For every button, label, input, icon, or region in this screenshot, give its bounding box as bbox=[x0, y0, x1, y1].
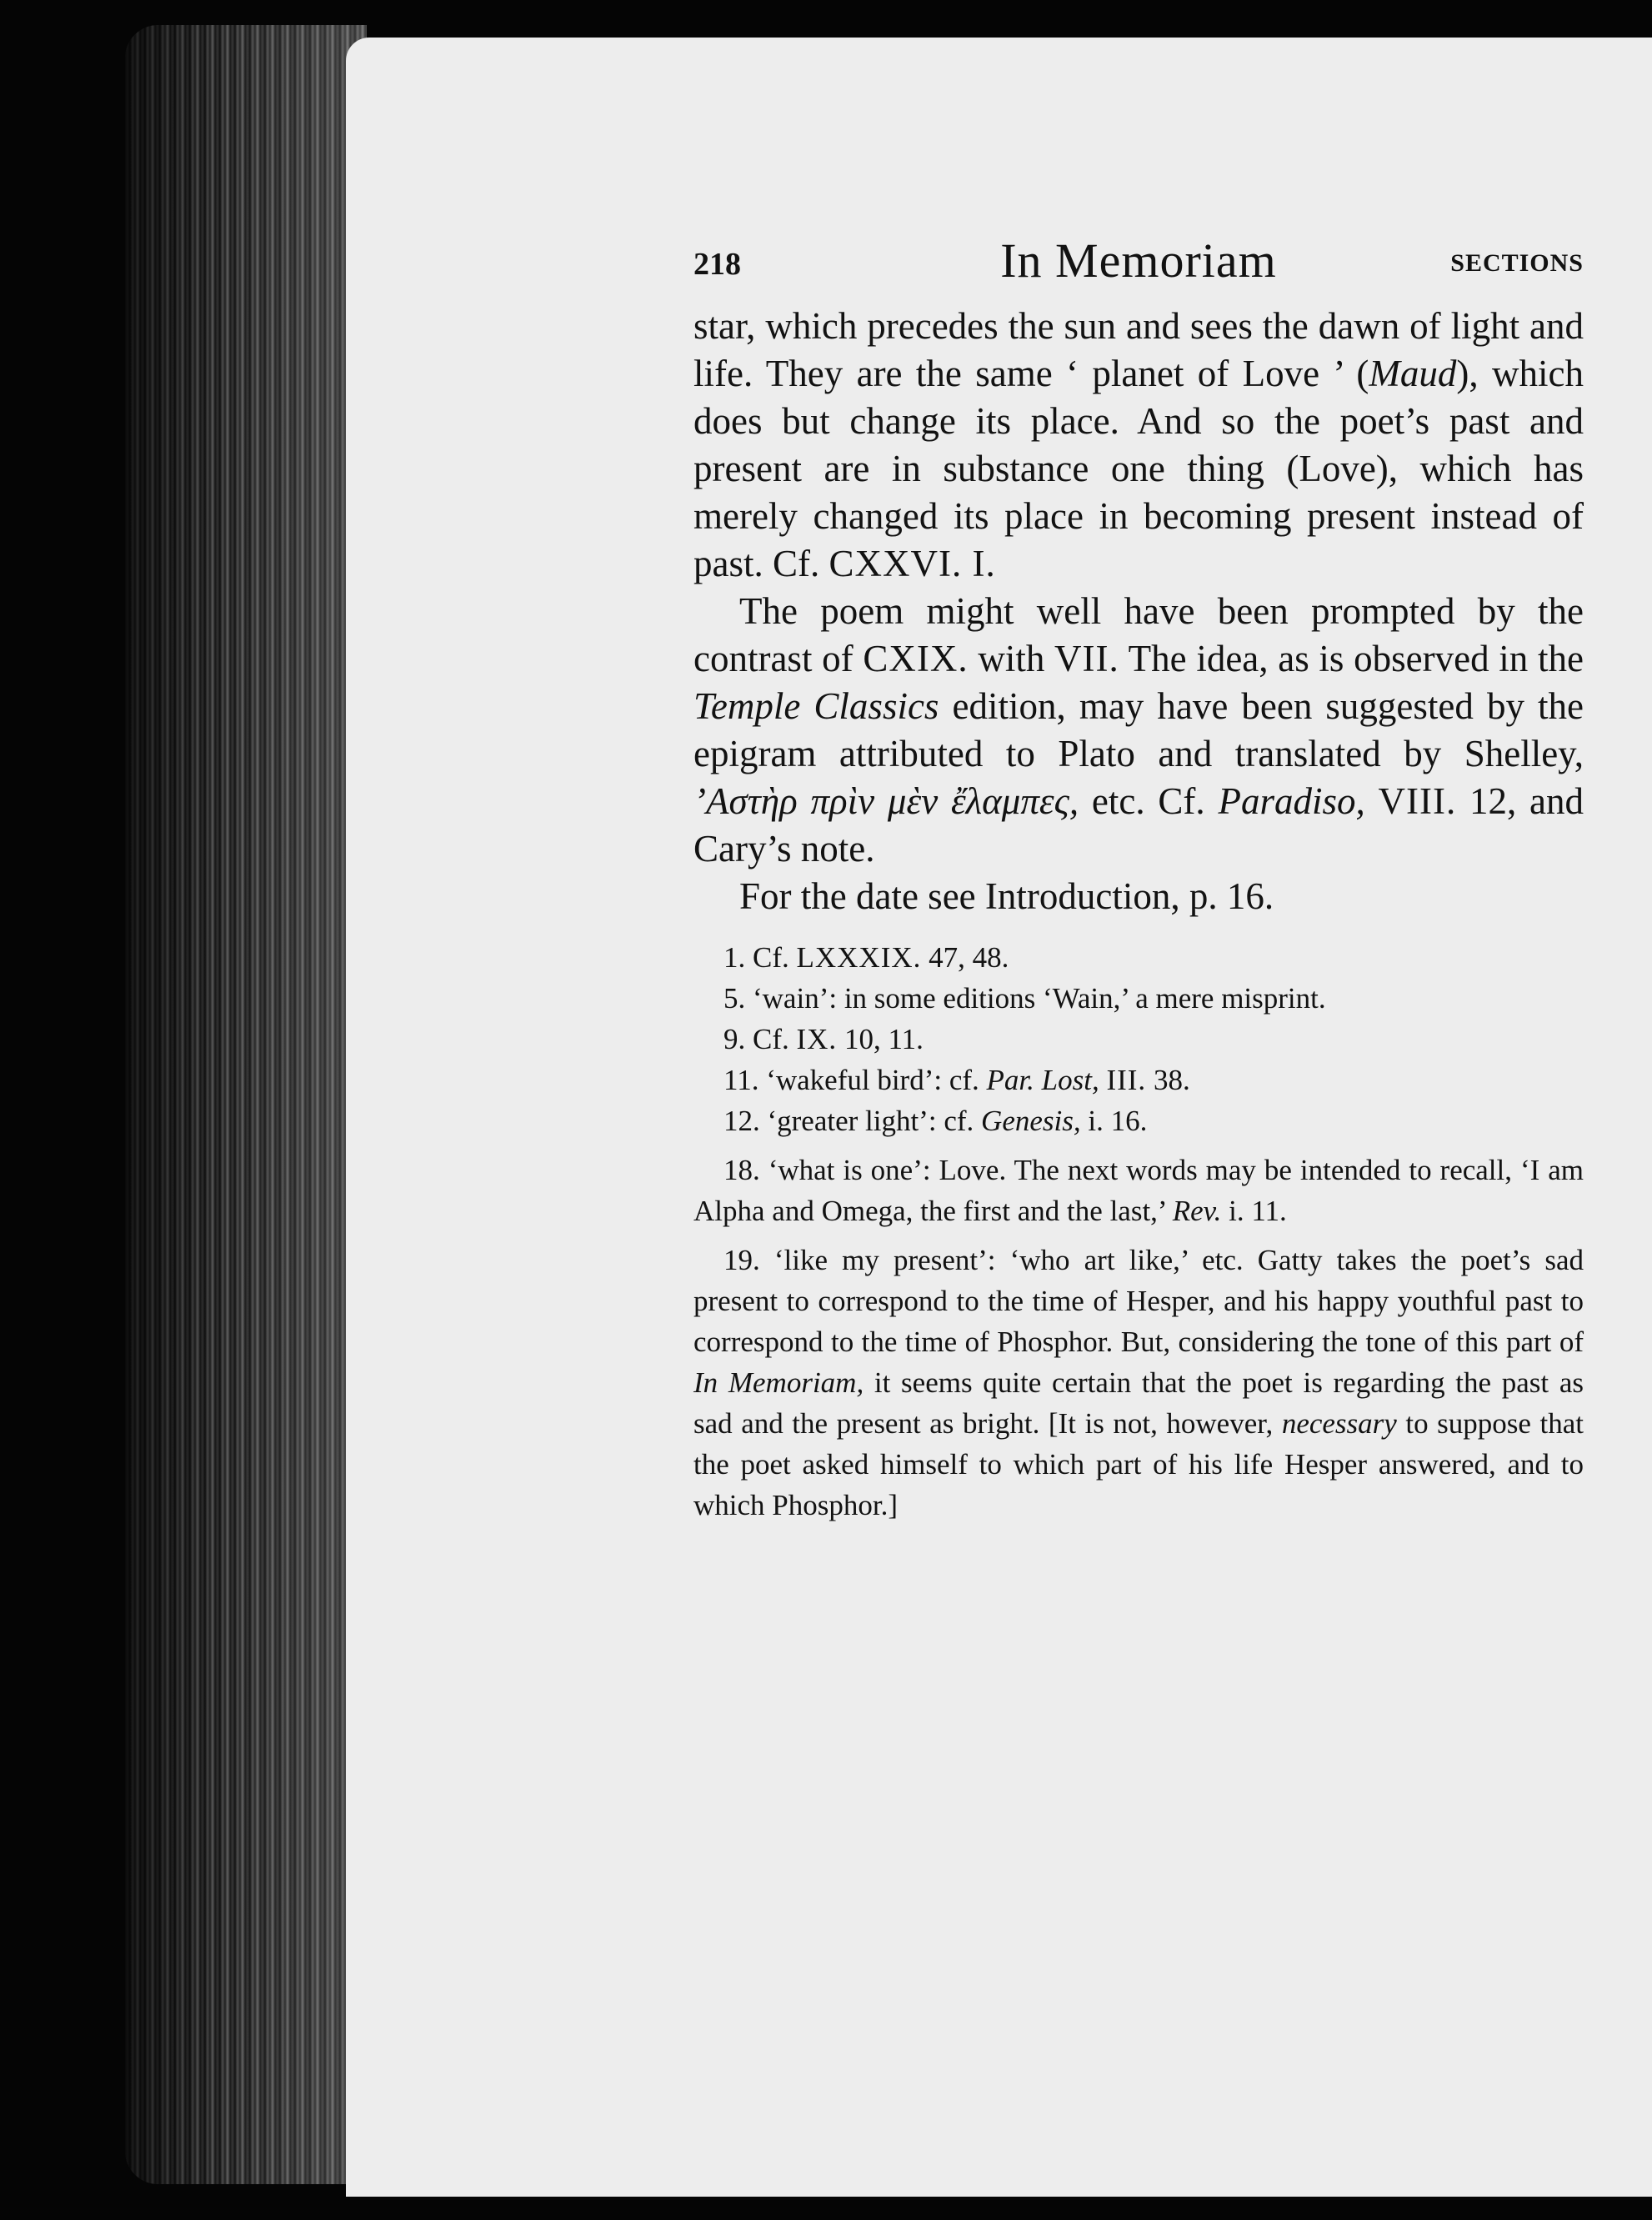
page-content bbox=[693, 233, 1584, 1526]
text-run: 9. Cf. bbox=[723, 1023, 797, 1055]
text-run: it seems quite certain that the poet is regarding the past as sad and the present as bright. [It is not, however, bbox=[693, 1366, 1584, 1440]
text-run: The idea, as is observed in the bbox=[1119, 638, 1584, 679]
book-page-edges bbox=[125, 25, 367, 2184]
section-ref: VII. bbox=[1054, 638, 1119, 679]
text-run: etc. Cf. bbox=[1079, 780, 1219, 822]
text-run: 18. ‘what is one’: Love. The next words may be intended to recall, ‘I am Alpha and Omega, the first and the last,’ bbox=[693, 1154, 1584, 1227]
title-paradise-lost: Par. Lost, bbox=[986, 1064, 1099, 1096]
running-head bbox=[693, 233, 1584, 296]
title-paradiso: Paradiso, bbox=[1218, 780, 1365, 822]
note-line-11 bbox=[693, 1060, 1584, 1100]
section-ref: III. bbox=[1106, 1064, 1147, 1096]
note-line-12 bbox=[693, 1100, 1584, 1141]
title-genesis: Genesis, bbox=[981, 1105, 1081, 1137]
text-run: i. 11. bbox=[1221, 1195, 1287, 1227]
running-title: In Memoriam bbox=[1000, 233, 1277, 288]
note-line-9 bbox=[693, 1019, 1584, 1060]
note-line-19 bbox=[693, 1240, 1584, 1526]
greek-quotation: ’Αστὴρ πρὶν μὲν ἔλαμπες, bbox=[693, 780, 1079, 822]
text-run: 1. Cf. bbox=[723, 941, 797, 974]
text-run: to suppose that the poet asked himself to which part of his life Hesper answered, and to which Phosphor.] bbox=[693, 1407, 1584, 1521]
text-run: 38. bbox=[1146, 1064, 1190, 1096]
text-run: 19. ‘like my present’: ‘who art like,’ etc. Gatty takes the poet’s sad present to correspond to the time of Hesper, and his happy youthful past to correspond to the time of Phosphor. But, considering the tone of this part of bbox=[693, 1244, 1584, 1358]
text-run: 12, and Cary’s note. bbox=[693, 780, 1584, 869]
title-maud: Maud bbox=[1369, 353, 1457, 394]
text-run: i. 16. bbox=[1080, 1105, 1148, 1137]
text-run: 10, 11. bbox=[837, 1023, 924, 1055]
section-ref: CXXVI. I. bbox=[829, 543, 996, 584]
title-temple-classics: Temple Classics bbox=[693, 685, 939, 727]
commentary-body bbox=[693, 303, 1584, 920]
section-ref: CXIX. bbox=[863, 638, 969, 679]
text-run: edition, may have been suggested by the epigram attributed to Plato and translated by Shelley, bbox=[693, 685, 1584, 774]
line-notes bbox=[693, 937, 1584, 1526]
note-line-1 bbox=[693, 937, 1584, 978]
note-line-18 bbox=[693, 1150, 1584, 1231]
text-run: star, which precedes the sun and sees the dawn of light and life. They are the same ‘ planet of Love ’ ( bbox=[693, 305, 1584, 394]
emphasis-necessary: necessary bbox=[1281, 1407, 1397, 1440]
text-run bbox=[1365, 780, 1379, 822]
text-run: The poem might well have been prompted by the contrast of bbox=[693, 590, 1584, 679]
running-section: SECTIONS bbox=[1450, 249, 1584, 277]
section-ref: LXXXIX. bbox=[796, 941, 922, 974]
title-revelation: Rev. bbox=[1172, 1195, 1222, 1227]
section-ref: IX. bbox=[796, 1023, 838, 1055]
text-run: 11. ‘wakeful bird’: cf. bbox=[723, 1064, 987, 1096]
section-ref: VIII. bbox=[1378, 780, 1457, 822]
paragraph-2 bbox=[693, 588, 1584, 873]
paragraph-1 bbox=[693, 303, 1584, 588]
note-line-5: 5. ‘wain’: in some editions ‘Wain,’ a mere misprint. bbox=[723, 982, 1326, 1015]
text-run: 12. ‘greater light’: cf. bbox=[723, 1105, 982, 1137]
page-number: 218 bbox=[693, 247, 741, 282]
text-run: with bbox=[968, 638, 1055, 679]
text-run: ), which does but change its place. And so the poet’s past and present are in substance one thing (Love), which has merely changed its place in becoming present instead of past. Cf. bbox=[693, 353, 1584, 584]
paragraph-3: For the date see Introduction, p. 16. bbox=[739, 875, 1274, 917]
title-in-memoriam: In Memoriam, bbox=[693, 1366, 864, 1399]
text-run: 47, 48. bbox=[921, 941, 1009, 974]
